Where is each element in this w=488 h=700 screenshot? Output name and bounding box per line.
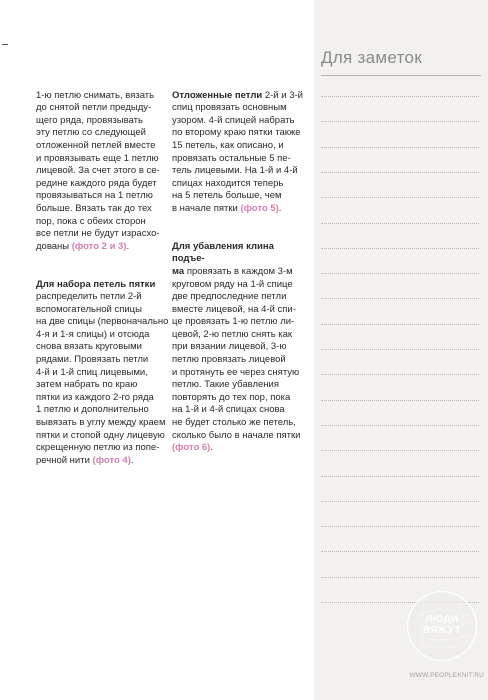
paragraph-heel-pickup: Для набора петель пятки распределить петли 2-й вспомогательной спицы на две спицы (первоначально 4-я и 1-я спицы) и отсюда снова вязать круговыми рядами. Провязать петли 4-й и 1-й спиц лицевыми, затем набрать по краю пятки из каждого 2-го ряда 1 петлю и дополнительно вывязать в углу между краем пятки и стопой одну лицевую скрещенную петлю из попе- речной нити (фото 4). [36, 278, 169, 466]
crop-mark [2, 44, 8, 45]
body-text: 1-ю петлю снимать, вязать до снятой петли предыду- щего ряда, провязывать эту петлю со следующей отложенной петлей вместе и провязывать еще 1 петлю лицевой. За счет этого в се- редине каждого ряда будет провязываться на 1 петлю больше. Вязать так до тех пор, пока с обеих сторон все петли не будут израсхо- дованы [36, 89, 160, 252]
note-line [321, 425, 479, 426]
text-column-left [36, 77, 170, 493]
note-line [321, 172, 479, 173]
photo-reference: (фото 5) [240, 202, 279, 214]
note-line [321, 197, 479, 198]
paragraph-heading: Отложенные петли [172, 89, 263, 101]
paragraph-heel-shaping: 1-ю петлю снимать, вязать до снятой петли предыду- щего ряда, провязывать эту петлю со следующей отложенной петлей вместе и провязывать еще 1 петлю лицевой. За счет этого в се- редине каждого ряда будет провязываться на 1 петлю больше. Вязать так до тех пор, пока с обеих сторон все петли не будут израсхо- дованы (фото 2 и 3). [36, 89, 160, 252]
body-text: 2-й и 3-й спиц провязать основным узором. 4-й спицей набрать по второму краю пятки также 15 петель, как описано, и провязать остальные 5 пе- тель лицевыми. На 1-й и 4-й спицах находится теперь на 5 петель больше, чем в начале пятки [172, 89, 303, 214]
text-column-middle [172, 77, 306, 480]
note-line [321, 501, 479, 502]
notes-sidebar [314, 0, 488, 700]
note-line [321, 374, 479, 375]
body-text: провязать в каждом 3-м круговом ряду на 1-й спице две предпоследние петли вместе лицевой, на 4-й спи- це провязать 1-ю петлю ли- цевой, 2-ю петлю снять как при вязании лицевой, 3-ю петлю провязать лицевой и протянуть ее через снятую петлю. Такие убавления повторять до тех пор, пока на 1-й и 4-й спицах снова не будет столько же петель, сколько было в начале пятки [172, 265, 301, 441]
note-line [321, 577, 479, 578]
paragraph-gusset-decrease: Для убавления клина подъе- ма провязать в каждом 3-м круговом ряду на 1-й спице две предпоследние петли вместе лицевой, на 4-й спи- це провязать 1-ю петлю ли- цевой, 2-ю петлю снять как при вязании лицевой, 3-ю петлю провязать лицевой и протянуть ее через снятую петлю. Такие убавления повторять до тех пор, пока на 1-й и 4-й спицах снова не будет столько же петель, сколько было в начале пятки (фото 6). [172, 240, 301, 454]
note-line [321, 450, 479, 451]
note-line [321, 476, 479, 477]
note-line [321, 121, 479, 122]
photo-reference: (фото 2 и 3) [71, 240, 127, 252]
body-text: распределить петли 2-й вспомогательной спицы на две спицы (первоначально 4-я и 1-я спицы) и отсюда снова вязать круговыми рядами. Провязать петли 4-й и 1-й спиц лицевыми, затем набрать по краю пятки из каждого 2-го ряда 1 петлю и дополнительно вывязать в углу между краем пятки и стопой одну лицевую скрещенную петлю из попе- речной нити [36, 291, 169, 466]
note-line [321, 526, 479, 527]
photo-reference: (фото 6) [172, 442, 211, 454]
note-line [321, 400, 479, 401]
photo-reference: (фото 4) [92, 454, 131, 466]
note-line [321, 147, 479, 148]
logo-text: ЛЮДИ ВЯЖУТ [422, 614, 462, 636]
note-line [321, 273, 479, 274]
note-line [321, 248, 479, 249]
site-url: WWW.PEOPLEKNIT.RU [409, 672, 484, 679]
paragraph-heading: Для убавления клина подъе- ма [172, 240, 274, 277]
note-line [321, 324, 479, 325]
paragraph-heading: Для набора петель пятки [36, 278, 156, 290]
notes-title: Для заметок [321, 48, 422, 67]
note-line [321, 223, 479, 224]
paragraph-held-stitches: Отложенные петли 2-й и 3-й спиц провязать основным узором. 4-й спицей набрать по второму краю пятки также 15 петель, как описано, и провязать остальные 5 пе- тель лицевыми. На 1-й и 4-й спицах находится теперь на 5 петель больше, чем в начале пятки (фото 5). [172, 89, 303, 214]
title-rule [321, 75, 481, 76]
note-line [321, 298, 479, 299]
note-line [321, 349, 479, 350]
note-line [321, 96, 479, 97]
note-line [321, 551, 479, 552]
